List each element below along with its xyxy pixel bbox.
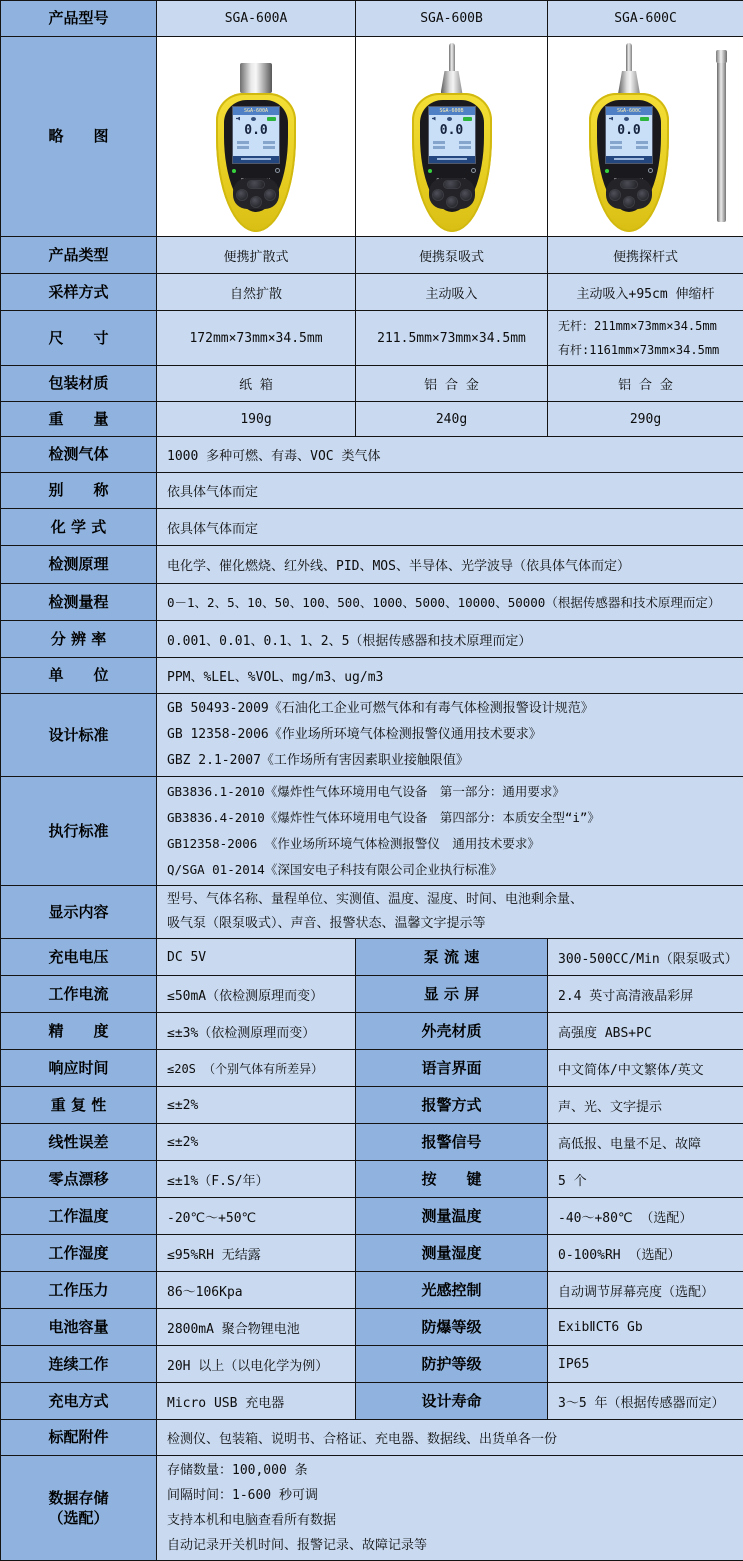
device-screen — [232, 106, 280, 164]
storage-line: 自动记录开关机时间、报警记录、故障记录等 — [167, 1533, 733, 1558]
spec-value: 190g — [157, 402, 356, 437]
screen-data-bars — [429, 146, 475, 149]
device-keypad — [233, 178, 279, 209]
spec-label: 工作电流 — [1, 976, 157, 1013]
spec-value: -20℃～+50℃ — [157, 1198, 356, 1235]
spec-value: 1000 多种可燃、有毒、VOC 类气体 — [157, 437, 743, 473]
spec-label: 化 学 式 — [1, 509, 157, 546]
brand-row — [420, 167, 484, 175]
sensor-cap — [240, 63, 272, 93]
brand-row — [224, 167, 288, 175]
screen-status-icons — [233, 115, 279, 122]
spec-value: 86～106Kpa — [157, 1272, 356, 1309]
spec-value: 172mm×73mm×34.5mm — [157, 311, 356, 366]
standard-line: GB 12358-2006《作业场所环境气体检测报警仪通用技术要求》 — [167, 722, 733, 748]
spec-label: 泵 流 速 — [356, 939, 548, 976]
standard-line: GBZ 2.1-2007《工作场所有害因素职业接触限值》 — [167, 748, 733, 774]
spec-label: 零点漂移 — [1, 1161, 157, 1198]
spec-label: 精 度 — [1, 1013, 157, 1050]
telescopic-rod — [717, 50, 726, 222]
spec-label — [1, 1456, 157, 1561]
spec-label: 产品类型 — [1, 237, 157, 274]
device-panel — [420, 100, 484, 212]
screen-title: SGA-600C — [606, 107, 652, 115]
menu-button-key — [621, 181, 637, 188]
battery-icon — [640, 117, 649, 121]
row-pair — [1, 939, 743, 976]
row-sampling — [1, 274, 743, 311]
spec-label: 工作温度 — [1, 1198, 157, 1235]
screen-title: SGA-600A — [233, 107, 279, 115]
spec-value: 便携泵吸式 — [356, 237, 548, 274]
screen-reading: 0.0 — [429, 122, 475, 139]
speaker-icon — [432, 117, 436, 121]
spec-label: 重 量 — [1, 402, 157, 437]
row-detection-principle — [1, 546, 743, 584]
row-accessories — [1, 1420, 743, 1456]
spec-value: ≤±2% — [157, 1124, 356, 1161]
row-pair — [1, 1124, 743, 1161]
spec-value: 0-100%RH （选配） — [548, 1235, 743, 1272]
spec-label: 工作湿度 — [1, 1235, 157, 1272]
spec-label: 外壳材质 — [356, 1013, 548, 1050]
spec-label: 连续工作 — [1, 1346, 157, 1383]
spec-label: 单 位 — [1, 658, 157, 694]
standard-line: Q/SGA 01-2014《深国安电子科技有限公司企业执行标准》 — [167, 857, 733, 883]
power-icon — [275, 168, 280, 173]
menu-button-key — [248, 181, 264, 188]
menu-button-key — [444, 181, 460, 188]
right-key — [461, 190, 471, 200]
row-pair — [1, 1235, 743, 1272]
spec-value: 300-500CC/Min（限泵吸式） — [548, 939, 743, 976]
spec-value: 0.001、0.01、0.1、1、2、5（根据传感器和技术原理而定） — [157, 621, 743, 658]
spec-value: 211.5mm×73mm×34.5mm — [356, 311, 548, 366]
spec-value: ≤±1%（F.S/年） — [157, 1161, 356, 1198]
power-icon — [471, 168, 476, 173]
device-panel — [597, 100, 661, 212]
brand-row — [597, 167, 661, 175]
spec-label: 分 辨 率 — [1, 621, 157, 658]
row-pair — [1, 1087, 743, 1124]
spec-value: 检测仪、包装箱、说明书、合格证、充电器、数据线、出货单各一份 — [157, 1420, 743, 1456]
enter-key — [447, 197, 457, 207]
spec-value — [157, 694, 743, 777]
fan-icon — [624, 117, 629, 121]
row-dimensions — [1, 311, 743, 366]
power-icon — [648, 168, 653, 173]
right-key — [265, 190, 275, 200]
spec-label: 电池容量 — [1, 1309, 157, 1346]
spec-value: 铝 合 金 — [356, 366, 548, 402]
spec-label: 别 称 — [1, 473, 157, 509]
row-data-storage — [1, 1456, 743, 1561]
screen-status-icons — [606, 115, 652, 122]
spec-value: ≤±2% — [157, 1087, 356, 1124]
storage-line: 支持本机和电脑查看所有数据 — [167, 1508, 733, 1533]
fan-icon — [251, 117, 256, 121]
row-pair — [1, 1309, 743, 1346]
left-key — [433, 190, 443, 200]
device-photo-sga-600b — [397, 41, 507, 235]
spec-value: PPM、%LEL、%VOL、mg/m3、ug/m3 — [157, 658, 743, 694]
spec-label: 尺 寸 — [1, 311, 157, 366]
enter-key — [251, 197, 261, 207]
spec-label: 设计标准 — [1, 694, 157, 777]
spec-value: ≤20S （个别气体有所差异） — [157, 1050, 356, 1087]
row-pair — [1, 1198, 743, 1235]
spec-label: 测量温度 — [356, 1198, 548, 1235]
battery-icon — [463, 117, 472, 121]
spec-label: 采样方式 — [1, 274, 157, 311]
screen-status-icons — [429, 115, 475, 122]
spec-label: 防爆等级 — [356, 1309, 548, 1346]
screen-statusbar — [606, 156, 652, 163]
device-photo-cell-c — [548, 37, 743, 237]
device-panel — [224, 100, 288, 212]
led-indicator — [232, 169, 236, 173]
device-screen — [428, 106, 476, 164]
spec-label: 包装材质 — [1, 366, 157, 402]
device-body — [216, 93, 296, 232]
left-key — [237, 190, 247, 200]
spec-label: 检测量程 — [1, 584, 157, 621]
spec-value: 自动调节屏幕亮度（选配） — [548, 1272, 743, 1309]
row-design-standard — [1, 694, 743, 777]
spec-label: 重 复 性 — [1, 1087, 157, 1124]
device-keypad — [606, 178, 652, 209]
speaker-icon — [609, 117, 613, 121]
spec-label: 显 示 屏 — [356, 976, 548, 1013]
spec-value: 中文简体/中文繁体/英文 — [548, 1050, 743, 1087]
row-pair — [1, 1013, 743, 1050]
spec-label: 执行标准 — [1, 777, 157, 886]
spec-value: 主动吸入 — [356, 274, 548, 311]
rod-tip — [716, 50, 727, 63]
spec-label: 略 图 — [1, 37, 157, 237]
device-photo-sga-600a — [201, 41, 311, 235]
spec-label: 检测气体 — [1, 437, 157, 473]
screen-data-bars — [233, 146, 279, 149]
enter-key — [624, 197, 634, 207]
spec-value: Micro USB 充电器 — [157, 1383, 356, 1420]
spec-value: 依具体气体而定 — [157, 473, 743, 509]
screen-reading: 0.0 — [606, 122, 652, 139]
device-photo-cell-b — [356, 37, 548, 237]
screen-statusbar — [429, 156, 475, 163]
spec-value: 高低报、电量不足、故障 — [548, 1124, 743, 1161]
spec-label: 产品型号 — [1, 1, 157, 37]
spec-label: 报警方式 — [356, 1087, 548, 1124]
spec-value: 5 个 — [548, 1161, 743, 1198]
spec-value: IP65 — [548, 1346, 743, 1383]
row-execution-standard — [1, 777, 743, 886]
spec-value: 主动吸入+95cm 伸缩杆 — [548, 274, 743, 311]
storage-line: 存储数量：100,000 条 — [167, 1458, 733, 1483]
left-key — [610, 190, 620, 200]
sensor-collar — [441, 71, 463, 94]
spec-value: DC 5V — [157, 939, 356, 976]
spec-label: 标配附件 — [1, 1420, 157, 1456]
spec-value: 纸 箱 — [157, 366, 356, 402]
row-pair — [1, 1161, 743, 1198]
device-photo-cell-a — [157, 37, 356, 237]
spec-value: ≤50mA（依检测原理而变） — [157, 976, 356, 1013]
spec-value: 自然扩散 — [157, 274, 356, 311]
row-detected-gas — [1, 437, 743, 473]
display-content-line: 型号、气体名称、量程单位、实测值、温度、湿度、时间、电池剩余量、 — [167, 888, 733, 912]
spec-label: 光感控制 — [356, 1272, 548, 1309]
sensor-collar — [618, 71, 640, 94]
spec-label: 充电方式 — [1, 1383, 157, 1420]
device-screen — [605, 106, 653, 164]
row-pair — [1, 1272, 743, 1309]
spec-value: 20H 以上（以电化学为例） — [157, 1346, 356, 1383]
probe-tube — [449, 43, 455, 73]
standard-line: GB3836.1-2010《爆炸性气体环境用电气设备 第一部分：通用要求》 — [167, 779, 733, 805]
row-pair — [1, 1383, 743, 1420]
spec-label: 显示内容 — [1, 886, 157, 939]
probe-tube — [626, 43, 632, 73]
row-alias — [1, 473, 743, 509]
standard-line: GB12358-2006 《作业场所环境气体检测报警仪 通用技术要求》 — [167, 831, 733, 857]
spec-value: 2.4 英寸高清液晶彩屏 — [548, 976, 743, 1013]
spec-label: 线性误差 — [1, 1124, 157, 1161]
speaker-icon — [236, 117, 240, 121]
row-pair — [1, 1346, 743, 1383]
dimension-line: 无杆：211mm×73mm×34.5mm — [558, 314, 733, 338]
spec-value: 240g — [356, 402, 548, 437]
spec-value: 铝 合 金 — [548, 366, 743, 402]
spec-value: 便携扩散式 — [157, 237, 356, 274]
row-weight — [1, 402, 743, 437]
screen-title: SGA-600B — [429, 107, 475, 115]
row-product-type — [1, 237, 743, 274]
spec-value — [157, 886, 743, 939]
row-packaging — [1, 366, 743, 402]
row-pair — [1, 976, 743, 1013]
led-indicator — [428, 169, 432, 173]
device-photo-sga-600c — [574, 41, 684, 235]
standard-line: GB 50493-2009《石油化工企业可燃气体和有毒气体检测报警设计规范》 — [167, 696, 733, 722]
spec-value — [157, 777, 743, 886]
spec-value: 声、光、文字提示 — [548, 1087, 743, 1124]
screen-data-bars — [233, 141, 279, 144]
spec-value: 3～5 年（根据传感器而定） — [548, 1383, 743, 1420]
screen-statusbar — [233, 156, 279, 163]
device-keypad — [429, 178, 475, 209]
right-key — [638, 190, 648, 200]
spec-value — [548, 311, 743, 366]
row-pair — [1, 1050, 743, 1087]
model-name-c: SGA-600C — [548, 1, 743, 37]
screen-data-bars — [429, 141, 475, 144]
spec-label: 充电电压 — [1, 939, 157, 976]
spec-label: 设计寿命 — [356, 1383, 548, 1420]
spec-label: 按 键 — [356, 1161, 548, 1198]
led-indicator — [605, 169, 609, 173]
row-units — [1, 658, 743, 694]
screen-data-bars — [606, 141, 652, 144]
battery-icon — [267, 117, 276, 121]
spec-value: 便携探杆式 — [548, 237, 743, 274]
row-measuring-range — [1, 584, 743, 621]
spec-value: 高强度 ABS+PC — [548, 1013, 743, 1050]
screen-reading: 0.0 — [233, 122, 279, 139]
device-body — [589, 93, 669, 232]
spec-value: 依具体气体而定 — [157, 509, 743, 546]
storage-label-line: 数据存储 — [1, 1488, 156, 1508]
spec-label: 测量湿度 — [356, 1235, 548, 1272]
spec-label: 响应时间 — [1, 1050, 157, 1087]
spec-value: ExibⅡCT6 Gb — [548, 1309, 743, 1346]
spec-label: 检测原理 — [1, 546, 157, 584]
row-chemical-formula — [1, 509, 743, 546]
spec-value: 2800mA 聚合物锂电池 — [157, 1309, 356, 1346]
model-name-b: SGA-600B — [356, 1, 548, 37]
model-name-a: SGA-600A — [157, 1, 356, 37]
row-sketch — [1, 37, 743, 237]
spec-label: 报警信号 — [356, 1124, 548, 1161]
spec-label: 工作压力 — [1, 1272, 157, 1309]
screen-data-bars — [606, 146, 652, 149]
fan-icon — [447, 117, 452, 121]
storage-line: 间隔时间：1-600 秒可调 — [167, 1483, 733, 1508]
device-body — [412, 93, 492, 232]
storage-label-line: （选配） — [1, 1508, 156, 1528]
dimension-line: 有杆:1161mm×73mm×34.5mm — [558, 338, 733, 362]
spec-value: ≤95%RH 无结露 — [157, 1235, 356, 1272]
spec-value: 290g — [548, 402, 743, 437]
row-model — [1, 1, 743, 37]
spec-label: 语言界面 — [356, 1050, 548, 1087]
standard-line: GB3836.4-2010《爆炸性气体环境用电气设备 第四部分：本质安全型“i”》 — [167, 805, 733, 831]
spec-value: ≤±3%（依检测原理而变） — [157, 1013, 356, 1050]
spec-value — [157, 1456, 743, 1561]
row-resolution — [1, 621, 743, 658]
row-display-content — [1, 886, 743, 939]
display-content-line: 吸气泵（限泵吸式）、声音、报警状态、温馨文字提示等 — [167, 912, 733, 936]
spec-label: 防护等级 — [356, 1346, 548, 1383]
spec-value: -40～+80℃ （选配） — [548, 1198, 743, 1235]
spec-value: 电化学、催化燃烧、红外线、PID、MOS、半导体、光学波导（依具体气体而定） — [157, 546, 743, 584]
spec-value: 0－1、2、5、10、50、100、500、1000、5000、10000、50000（根据传感器和技术原理而定） — [157, 584, 743, 621]
